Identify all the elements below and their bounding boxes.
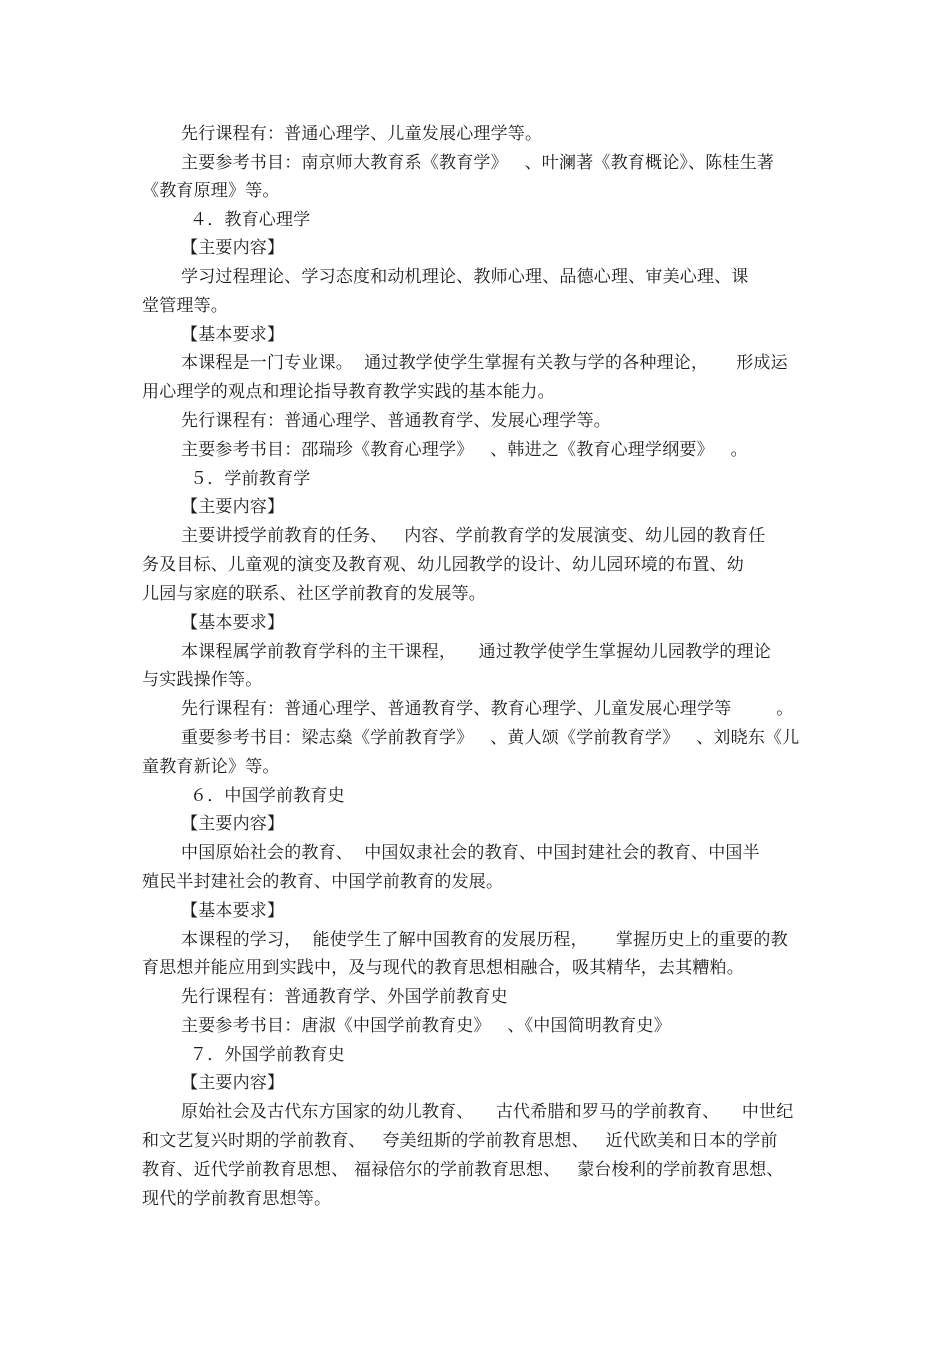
- text-line: 本课程是一门专业课。 通过教学使学生掌握有关教与学的各种理论， 形成运: [181, 353, 788, 373]
- text-line: 童教育新论》等。: [142, 757, 280, 777]
- text-line: 原始社会及古代东方国家的幼儿教育、 古代希腊和罗马的学前教育、 中世纪: [181, 1102, 794, 1122]
- text-line: 用心理学的观点和理论指导教育教学实践的基本能力。: [142, 382, 555, 402]
- text-line: 教育、近代学前教育思想、 福禄倍尔的学前教育思想、 蒙台梭利的学前教育思想、: [142, 1160, 784, 1180]
- text-line: 堂管理等。: [142, 296, 228, 316]
- subheading: 【基本要求】: [181, 325, 285, 345]
- text-line: 先行课程有：普通教育学、外国学前教育史: [181, 987, 508, 1007]
- text-line: 先行课程有：普通心理学、普通教育学、发展心理学等。: [181, 411, 611, 431]
- text-line: 与实践操作等。: [142, 670, 263, 690]
- section-heading: ５．学前教育学: [190, 469, 311, 489]
- text-line: 主要参考书目：唐淑《中国学前教育史》 、《中国简明教育史》: [181, 1016, 671, 1036]
- text-line: 本课程的学习， 能使学生了解中国教育的发展历程， 掌握历史上的重要的教: [181, 930, 788, 950]
- section-heading: ７．外国学前教育史: [190, 1045, 345, 1065]
- text-line: 育思想并能应用到实践中，及与现代的教育思想相融合，吸其精华，去其糟粕。: [142, 958, 744, 978]
- subheading: 【主要内容】: [181, 814, 285, 834]
- subheading: 【主要内容】: [181, 238, 285, 258]
- text-line: 学习过程理论、学习态度和动机理论、教师心理、品德心理、审美心理、课: [181, 267, 749, 287]
- text-line: 现代的学前教育思想等。: [142, 1189, 332, 1209]
- text-line: 先行课程有：普通心理学、儿童发展心理学等。: [181, 124, 543, 144]
- text-line: 先行课程有：普通心理学、普通教育学、教育心理学、儿童发展心理学等 。: [181, 699, 794, 719]
- subheading: 【主要内容】: [181, 1073, 285, 1093]
- subheading: 【基本要求】: [181, 613, 285, 633]
- text-line: 主要参考书目：南京师大教育系《教育学》 、叶澜著《教育概论》、陈桂生著: [181, 153, 775, 173]
- subheading: 【基本要求】: [181, 901, 285, 921]
- text-line: 中国原始社会的教育、 中国奴隶社会的教育、中国封建社会的教育、中国半: [181, 843, 760, 863]
- text-line: 主要参考书目：邵瑞珍《教育心理学》 、韩进之《教育心理学纲要》 。: [181, 440, 748, 460]
- text-line: 《教育原理》等。: [142, 181, 280, 201]
- section-heading: ６．中国学前教育史: [190, 786, 345, 806]
- text-line: 殖民半封建社会的教育、中国学前教育的发展。: [142, 872, 504, 892]
- text-line: 和文艺复兴时期的学前教育、 夸美纽斯的学前教育思想、 近代欧美和日本的学前: [142, 1131, 778, 1151]
- text-line: 重要参考书目：梁志燊《学前教育学》 、黄人颂《学前教育学》 、刘晓东《儿: [181, 728, 800, 748]
- subheading: 【主要内容】: [181, 497, 285, 517]
- text-line: 务及目标、儿童观的演变及教育观、幼儿园教学的设计、幼儿园环境的布置、幼: [142, 555, 744, 575]
- text-line: 主要讲授学前教育的任务、 内容、学前教育学的发展演变、幼儿园的教育任: [181, 526, 766, 546]
- section-heading: ４．教育心理学: [190, 210, 311, 230]
- text-line: 儿园与家庭的联系、社区学前教育的发展等。: [142, 584, 486, 604]
- text-line: 本课程属学前教育学科的主干课程， 通过教学使学生掌握幼儿园教学的理论: [181, 642, 772, 662]
